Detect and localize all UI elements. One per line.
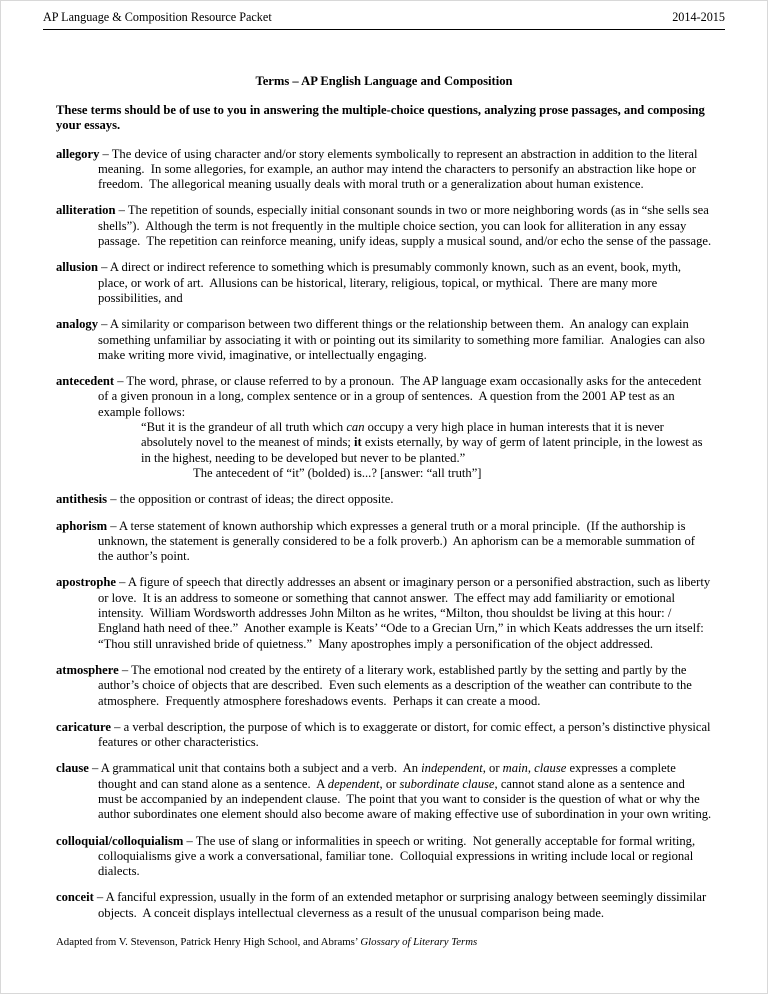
term-word: clause (56, 761, 89, 776)
term-entry-apostrophe (56, 575, 712, 651)
term-entry-analogy (56, 317, 712, 363)
term-example (56, 466, 712, 481)
text-run: , or (379, 776, 400, 791)
italic-text: can (346, 420, 365, 435)
italic-text: clause (534, 761, 567, 776)
term-word: allusion (56, 260, 98, 275)
term-entry-colloquial-colloquialism (56, 834, 712, 880)
text-run: – A figure of speech that directly addresses an absent or imaginary person or a personified abstraction, such as liberty or love. It is an address to someone or something that cannot answer. The effect may add familiarity or emotional intensity. William Wordsworth addresses John Milton as he writes, “Milton, thou shouldst be living at this hour: / England hath need of thee.” Another example is Keats’ “Ode to a Grecian Urn,” in which Keats addresses the urn itself: “Thou still unravished bride of quietness.” Many apostrophes imply a personification of the object addressed. (98, 575, 714, 651)
term-definition (56, 761, 712, 822)
term-definition (56, 317, 712, 363)
header-document-title: AP Language & Composition Resource Packet (43, 10, 272, 24)
term-word: atmosphere (56, 662, 119, 677)
term-entry-clause (56, 761, 712, 822)
term-word: aphorism (56, 518, 108, 533)
text-run: “But it is the grandeur of all truth which (141, 420, 347, 435)
term-word: conceit (56, 890, 94, 905)
term-word: allegory (56, 146, 100, 161)
text-run: – The emotional nod created by the entirety of a literary work, established partly by the setting and partly by the author’s choice of objects that are described. Even such elements as a description of the weather can contribute to the atmosphere. Frequently atmosphere foreshadows events. Perhaps it can create a mood. (98, 662, 696, 708)
intro-paragraph: These terms should be of use to you in answering the multiple-choice questions, analyzing prose passages, and composing your essays. (56, 103, 705, 133)
text-run: exists eternally, by way of germ of latent principle, in the lowest as in the highest, needing to be developed but never to be planted.” (141, 435, 706, 465)
term-example (56, 420, 712, 466)
term-entry-atmosphere (56, 663, 712, 709)
footer-credit (56, 936, 712, 949)
italic-text: independent (421, 761, 483, 776)
text-run: The antecedent of “it” (bolded) is...? [answer: “all truth”] (193, 465, 482, 480)
text-run: , or (482, 761, 503, 776)
term-definition (56, 890, 712, 921)
text-run: – The repetition of sounds, especially initial consonant sounds in two or more neighboring words (as in “she sells sea shells”). Although the term is not frequently in the multiple choice section, you can look for alliteration in any essay passage. The repetition can reinforce meaning, unify ideas, supply a musical sound, and/or echo the sense of the passage. (98, 203, 712, 249)
text-run: – The word, phrase, or clause referred to by a pronoun. The AP language exam occasionally asks for the antecedent of a given pronoun in a long, complex sentence or in a group of sentences. A question from the 2001 AP test as an example follows: (98, 374, 705, 419)
text-run: – A terse statement of known authorship which expresses a general truth or a moral principle. (If the authorship is unknown, the statement is generally considered to be a folk proverb.) An aphorism can be a memorable summation of the author’s point. (98, 518, 699, 564)
term-entry-alliteration (56, 203, 712, 249)
italic-text: dependent (327, 776, 380, 791)
italic-text: subordinate clause (399, 776, 495, 791)
term-definition (56, 492, 712, 507)
term-definition (56, 260, 712, 306)
term-entry-antecedent (56, 374, 712, 481)
text-run: , (527, 761, 535, 776)
italic-text: main (502, 761, 528, 776)
text-run: Adapted from V. Stevenson, Patrick Henry High School, and Abrams’ (56, 936, 361, 948)
term-definition (56, 834, 712, 880)
term-entry-caricature (56, 720, 712, 751)
term-word: antithesis (56, 492, 108, 507)
term-entry-allusion (56, 260, 712, 306)
text-run: – The use of slang or informalities in speech or writing. Not generally acceptable for formal writing, colloquialisms give a work a conversational, familiar tone. Colloquial expressions in writing include local or regional dialects. (98, 833, 699, 879)
term-definition (56, 720, 712, 751)
term-entry-antithesis (56, 492, 712, 507)
term-entry-conceit (56, 890, 712, 921)
text-run: occupy a very high place in human interests that it is never absolutely novel to the meanest of minds; (141, 420, 668, 450)
text-run: , cannot stand alone as a sentence and must be accompanied by an independent clause. The point that you want to consider is the question of what or why the author subordinates one element should also become aware of making effective use of subordination in your own writing. (98, 776, 712, 822)
page-header (43, 10, 725, 30)
term-definition (56, 147, 712, 193)
text-run: – The device of using character and/or story elements symbolically to represent an abstraction in addition to the literal meaning. In some allegories, for example, an author may intend the characters to personify an abstraction like hope or freedom. The allegorical meaning usually deals with moral truth or a generalization about human existence. (98, 146, 701, 192)
term-definition (56, 203, 712, 249)
term-definition (56, 519, 712, 565)
term-definition (56, 374, 712, 420)
page-title: Terms – AP English Language and Composition (255, 74, 513, 88)
term-definition (56, 663, 712, 709)
terms-list (56, 147, 712, 921)
term-word: antecedent (56, 374, 115, 389)
text-run: – A similarity or comparison between two different things or the relationship between them. An analogy can explain something unfamiliar by associating it with or pointing out its similarity to something more familiar. Analogies can also make writing more vivid, imaginative, or intellectually engaging. (98, 317, 709, 362)
bold-text: it (354, 435, 362, 450)
text-run: – the opposition or contrast of ideas; the direct opposite. (107, 492, 394, 507)
term-entry-allegory (56, 147, 712, 193)
term-word: colloquial/colloquialism (56, 833, 184, 848)
text-run: – A fanciful expression, usually in the form of an extended metaphor or surprising analogy between seemingly dissimilar objects. A conceit displays intellectual cleverness as a result of the unusual comparison being made. (93, 890, 710, 920)
header-school-year: 2014-2015 (672, 10, 725, 24)
term-word: analogy (56, 317, 98, 332)
text-run: – a verbal description, the purpose of which is to exaggerate or distort, for comic effect, a person’s distinctive physical features or other characteristics. (98, 719, 714, 750)
italic-text: Glossary of Literary Terms (360, 936, 478, 948)
text-run: – A direct or indirect reference to something which is presumably commonly known, such as an event, book, myth, place, or work of art. Allusions can be historical, literary, religious, topical, or mythical. There are many more possibilities, and (98, 260, 685, 305)
text-run: – A grammatical unit that contains both a subject and a verb. An (88, 761, 422, 776)
term-entry-aphorism (56, 519, 712, 565)
text-run: expresses a complete thought and can stand alone as a sentence. A (98, 761, 679, 791)
term-word: apostrophe (56, 575, 116, 590)
term-word: caricature (56, 719, 112, 734)
term-word: alliteration (56, 203, 116, 218)
term-definition (56, 575, 712, 651)
document-body (56, 30, 712, 932)
